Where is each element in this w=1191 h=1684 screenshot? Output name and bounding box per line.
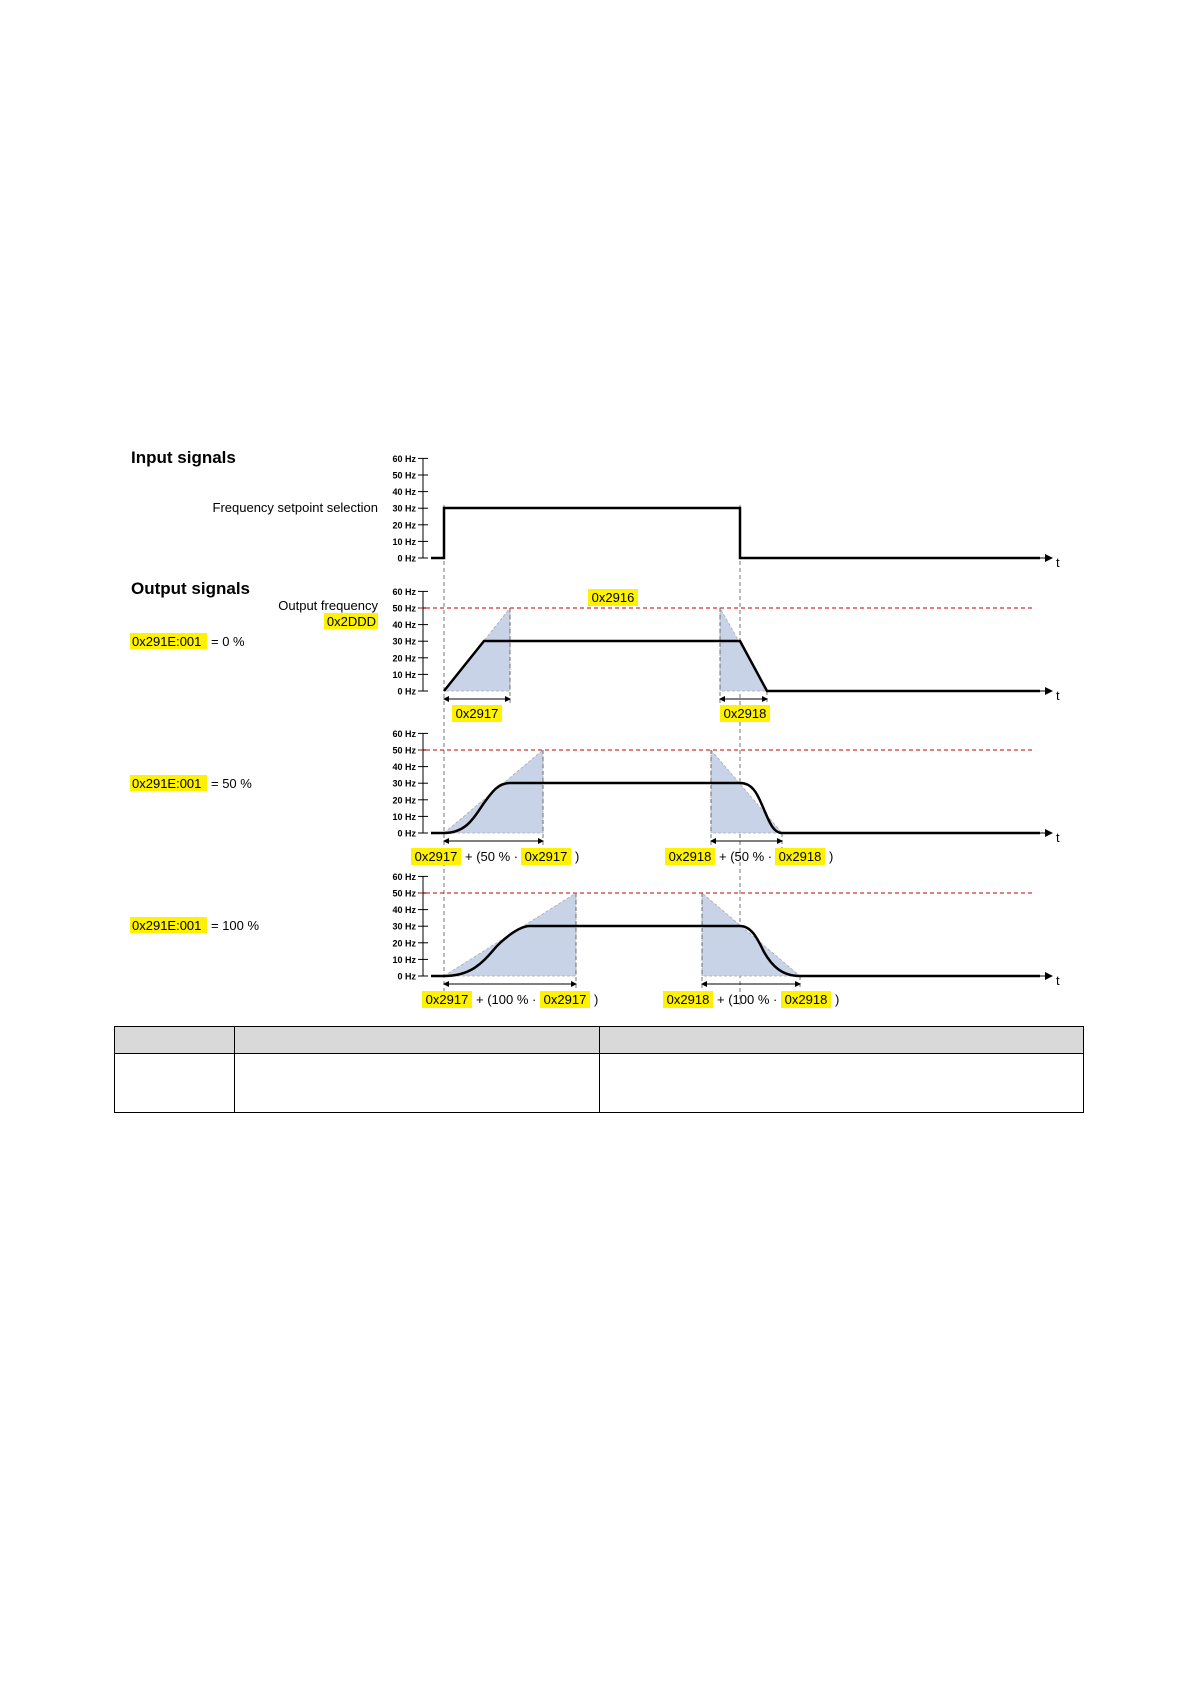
max-frequency-param: 0x2916 <box>591 590 635 605</box>
case-label-2 <box>130 917 260 933</box>
svg-text:+ (50 % ·: + (50 % · <box>719 849 773 864</box>
svg-text:0x2917: 0x2917 <box>524 849 568 864</box>
time-axis-label: t <box>1056 973 1060 988</box>
table-cell <box>115 1054 235 1113</box>
setpoint-label: Frequency setpoint selection <box>212 500 378 515</box>
input-signals-heading: Input signals <box>131 448 236 467</box>
y-tick-label: 20 Hz <box>392 520 416 531</box>
table-header-row <box>115 1027 1084 1054</box>
output-frequency-label: Output frequency <box>278 598 378 613</box>
y-tick-label: 30 Hz <box>392 921 416 932</box>
y-tick-label: 0 Hz <box>397 553 416 564</box>
svg-text:): ) <box>835 992 840 1007</box>
y-tick-label: 40 Hz <box>392 762 416 773</box>
svg-text:0x2918: 0x2918 <box>668 849 712 864</box>
y-tick-label: 60 Hz <box>392 586 416 597</box>
y-tick-label: 30 Hz <box>392 503 416 514</box>
y-tick-label: 50 Hz <box>392 603 416 614</box>
table-cell <box>600 1054 1084 1113</box>
y-tick-label: 60 Hz <box>392 728 416 739</box>
y-tick-label: 10 Hz <box>392 669 416 680</box>
svg-text:): ) <box>829 849 834 864</box>
accel-formula-50 <box>411 848 579 865</box>
table-row <box>115 1054 1084 1113</box>
y-tick-label: 20 Hz <box>392 653 416 664</box>
svg-text:+ (50 % ·: + (50 % · <box>465 849 519 864</box>
y-tick-label: 0 Hz <box>397 971 416 982</box>
accel-formula-100 <box>422 991 598 1008</box>
output-frequency-param: 0x2DDD <box>326 614 376 629</box>
y-tick-label: 0 Hz <box>397 686 416 697</box>
y-tick-label: 50 Hz <box>392 888 416 899</box>
y-tick-label: 50 Hz <box>392 470 416 481</box>
case-label-0 <box>130 633 245 649</box>
accel-param: 0x2917 <box>455 706 499 721</box>
case-value: = 50 % <box>211 776 252 791</box>
y-tick-label: 40 Hz <box>392 620 416 631</box>
time-axis-label: t <box>1056 830 1060 845</box>
y-tick-label: 60 Hz <box>392 453 416 464</box>
case-param: 0x291E:001 <box>132 634 202 649</box>
svg-text:0x2917: 0x2917 <box>543 992 587 1007</box>
y-tick-label: 40 Hz <box>392 487 416 498</box>
decel-formula-50 <box>665 848 833 865</box>
table-cell <box>235 1054 600 1113</box>
parameter-table <box>114 1026 1084 1113</box>
time-axis-label: t <box>1056 555 1060 570</box>
table-header-cell <box>600 1027 1084 1054</box>
svg-text:0x2917: 0x2917 <box>414 849 458 864</box>
y-tick-label: 0 Hz <box>397 828 416 839</box>
y-tick-label: 10 Hz <box>392 536 416 547</box>
time-axis-label: t <box>1056 688 1060 703</box>
y-tick-label: 40 Hz <box>392 905 416 916</box>
case-label-1 <box>130 775 252 791</box>
table-header-cell <box>235 1027 600 1054</box>
y-tick-label: 30 Hz <box>392 636 416 647</box>
svg-text:0x2918: 0x2918 <box>784 992 828 1007</box>
decel-shade <box>702 893 800 976</box>
y-tick-label: 10 Hz <box>392 954 416 965</box>
decel-formula-100 <box>663 991 839 1008</box>
decel-shade <box>711 750 782 833</box>
y-tick-label: 50 Hz <box>392 745 416 756</box>
y-tick-label: 20 Hz <box>392 938 416 949</box>
output-signals-heading: Output signals <box>131 579 250 598</box>
y-tick-label: 30 Hz <box>392 778 416 789</box>
y-tick-label: 10 Hz <box>392 811 416 822</box>
svg-text:): ) <box>575 849 580 864</box>
y-tick-label: 60 Hz <box>392 871 416 882</box>
case-value: = 100 % <box>211 918 260 933</box>
svg-text:0x2917: 0x2917 <box>425 992 469 1007</box>
svg-text:0x2918: 0x2918 <box>778 849 822 864</box>
frequency-axes <box>392 454 428 982</box>
y-tick-label: 20 Hz <box>392 795 416 806</box>
svg-text:): ) <box>594 992 599 1007</box>
svg-text:0x2918: 0x2918 <box>666 992 710 1007</box>
svg-text:+ (100 % ·: + (100 % · <box>717 992 778 1007</box>
table-header-cell <box>115 1027 235 1054</box>
case-param: 0x291E:001 <box>132 776 202 791</box>
case-value: = 0 % <box>211 634 245 649</box>
svg-text:+ (100 % ·: + (100 % · <box>476 992 537 1007</box>
decel-param: 0x2918 <box>723 706 767 721</box>
setpoint-signal <box>431 508 1040 558</box>
case-param: 0x291E:001 <box>132 918 202 933</box>
